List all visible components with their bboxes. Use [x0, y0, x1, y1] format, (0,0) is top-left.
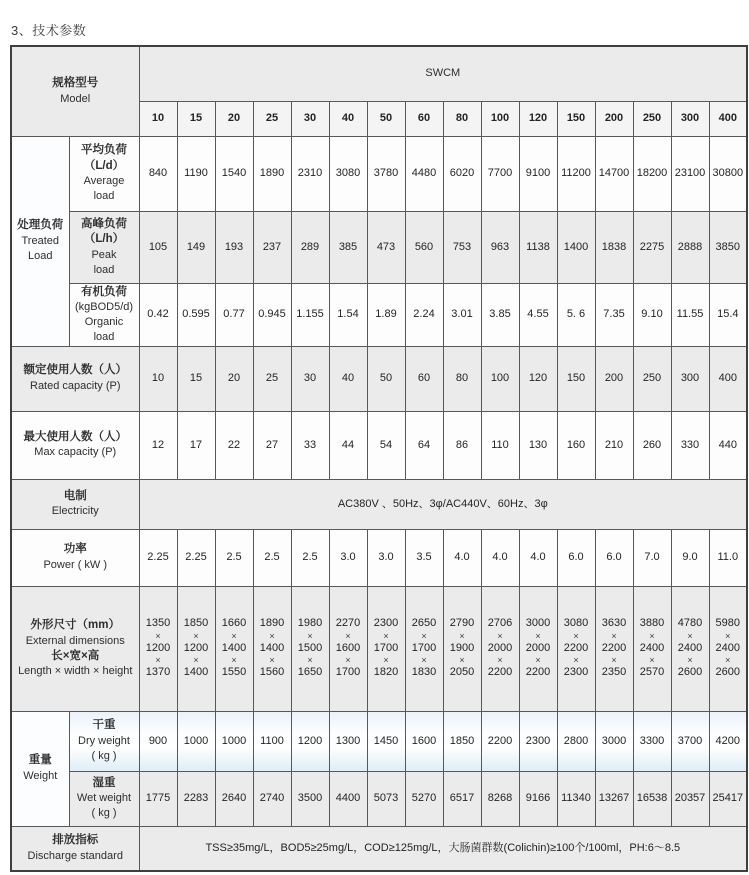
value-cell: 3500 — [291, 771, 329, 826]
value-cell: 60 — [405, 101, 443, 136]
value-cell: 4.0 — [443, 529, 481, 586]
value-cell: 13267 — [595, 771, 633, 826]
value-cell: 2800 — [557, 711, 595, 771]
header-cell: 额定使用人数（人） Rated capacity (P) — [11, 346, 139, 411]
value-cell: 15 — [177, 346, 215, 411]
value-cell: 5. 6 — [557, 283, 595, 346]
value-cell: 8268 — [481, 771, 519, 826]
value-cell: 130 — [519, 411, 557, 479]
table-row — [11, 411, 747, 479]
value-cell: 33 — [291, 411, 329, 479]
header-cell: 外形尺寸（mm） External dimensions 长×宽×高 Length × width × height — [11, 586, 139, 711]
value-cell: 385 — [329, 211, 367, 283]
value-cell: 250 — [633, 101, 671, 136]
value-cell: 7.0 — [633, 529, 671, 586]
value-cell: 1350 × 1200 × 1370 — [139, 586, 177, 711]
value-cell: 1000 — [177, 711, 215, 771]
value-cell: 120 — [519, 346, 557, 411]
value-cell: 1.155 — [291, 283, 329, 346]
value-cell: 1980 × 1500 × 1650 — [291, 586, 329, 711]
header-cell: 干重 Dry weight ( kg ) — [69, 711, 139, 771]
table-row — [11, 346, 747, 411]
value-cell: 25 — [253, 346, 291, 411]
value-cell: 3700 — [671, 711, 709, 771]
value-cell: 1.54 — [329, 283, 367, 346]
table-row — [11, 136, 747, 211]
value-cell: 105 — [139, 211, 177, 283]
header-cell: 重量 Weight — [11, 711, 69, 826]
value-cell: 20 — [215, 101, 253, 136]
value-cell: 3000 — [595, 711, 633, 771]
value-cell: 1540 — [215, 136, 253, 211]
value-cell: 10 — [139, 101, 177, 136]
value-cell: 6517 — [443, 771, 481, 826]
value-cell: 12 — [139, 411, 177, 479]
value-cell: 1400 — [557, 211, 595, 283]
value-cell: 1450 — [367, 711, 405, 771]
value-cell: 150 — [557, 101, 595, 136]
value-cell: 3.0 — [329, 529, 367, 586]
header-cell: 规格型号 Model — [11, 46, 139, 136]
table-row — [11, 711, 747, 771]
value-cell: 2.5 — [291, 529, 329, 586]
value-cell: 1.89 — [367, 283, 405, 346]
value-cell: 7700 — [481, 136, 519, 211]
value-cell: 6.0 — [595, 529, 633, 586]
value-cell: 9.0 — [671, 529, 709, 586]
value-cell: 3.01 — [443, 283, 481, 346]
value-cell: 0.42 — [139, 283, 177, 346]
value-cell: 1138 — [519, 211, 557, 283]
value-cell: 4.0 — [481, 529, 519, 586]
value-cell: 2650 × 1700 × 1830 — [405, 586, 443, 711]
header-cell: 功率 Power ( kW ) — [11, 529, 139, 586]
value-cell: 4.55 — [519, 283, 557, 346]
value-cell: 16538 — [633, 771, 671, 826]
value-cell: 20 — [215, 346, 253, 411]
value-cell: 110 — [481, 411, 519, 479]
value-cell: 3080 × 2200 × 2300 — [557, 586, 595, 711]
value-cell: 5980 × 2400 × 2600 — [709, 586, 747, 711]
value-cell: 2310 — [291, 136, 329, 211]
value-cell: 2740 — [253, 771, 291, 826]
value-cell: 1100 — [253, 711, 291, 771]
value-cell: 2790 × 1900 × 2050 — [443, 586, 481, 711]
header-cell: 电制 Electricity — [11, 479, 139, 529]
value-cell: 6.0 — [557, 529, 595, 586]
value-cell: 200 — [595, 346, 633, 411]
value-cell: 20357 — [671, 771, 709, 826]
value-cell: 3.0 — [367, 529, 405, 586]
value-cell: 3.85 — [481, 283, 519, 346]
value-cell: 4.0 — [519, 529, 557, 586]
value-cell: 2283 — [177, 771, 215, 826]
value-cell: 1200 — [291, 711, 329, 771]
table-row — [11, 211, 747, 283]
value-cell: 3000 × 2000 × 2200 — [519, 586, 557, 711]
table-row — [11, 283, 747, 346]
value-cell: 80 — [443, 346, 481, 411]
value-cell: 86 — [443, 411, 481, 479]
table-row — [11, 586, 747, 711]
value-cell: 200 — [595, 101, 633, 136]
header-cell: 处理负荷 Treated Load — [11, 136, 69, 346]
value-cell: 7.35 — [595, 283, 633, 346]
value-cell: 40 — [329, 346, 367, 411]
header-cell: 高峰负荷 （L/h） Peak load — [69, 211, 139, 283]
value-cell: 27 — [253, 411, 291, 479]
table-row — [11, 46, 747, 101]
value-cell: 2.5 — [215, 529, 253, 586]
value-cell: 4400 — [329, 771, 367, 826]
value-cell: 1838 — [595, 211, 633, 283]
value-cell: 210 — [595, 411, 633, 479]
value-cell: 1000 — [215, 711, 253, 771]
table-row — [11, 479, 747, 529]
value-cell: 11340 — [557, 771, 595, 826]
value-cell: 560 — [405, 211, 443, 283]
value-cell: 1890 — [253, 136, 291, 211]
value-cell: 3630 × 2200 × 2350 — [595, 586, 633, 711]
value-cell: 2.5 — [253, 529, 291, 586]
value-cell: 5270 — [405, 771, 443, 826]
value-cell: 2.25 — [139, 529, 177, 586]
value-cell: 400 — [709, 101, 747, 136]
value-cell: 2200 — [481, 711, 519, 771]
value-cell: 15.4 — [709, 283, 747, 346]
value-cell: 2706 × 2000 × 2200 — [481, 586, 519, 711]
value-cell: 25417 — [709, 771, 747, 826]
value-cell: 6020 — [443, 136, 481, 211]
value-cell: 1300 — [329, 711, 367, 771]
value-cell: 963 — [481, 211, 519, 283]
value-cell: 3780 — [367, 136, 405, 211]
value-cell: 5073 — [367, 771, 405, 826]
spec-table — [10, 45, 748, 872]
value-cell: 17 — [177, 411, 215, 479]
value-cell: 50 — [367, 346, 405, 411]
value-cell: 260 — [633, 411, 671, 479]
table-row — [11, 826, 747, 871]
value-cell: 60 — [405, 346, 443, 411]
value-cell: 237 — [253, 211, 291, 283]
value-cell: 11.0 — [709, 529, 747, 586]
value-cell: 150 — [557, 346, 595, 411]
header-cell: 有机负荷 (kgBOD5/d) Organic load — [69, 283, 139, 346]
value-cell: 23100 — [671, 136, 709, 211]
value-cell: 3850 — [709, 211, 747, 283]
header-cell: 平均负荷 （L/d） Average load — [69, 136, 139, 211]
value-cell: 4480 — [405, 136, 443, 211]
value-cell: 2.25 — [177, 529, 215, 586]
header-cell: 最大使用人数（人） Max capacity (P) — [11, 411, 139, 479]
header-cell: SWCM — [139, 46, 747, 101]
value-cell: 14700 — [595, 136, 633, 211]
value-cell: 2275 — [633, 211, 671, 283]
value-cell: TSS≥35mg/L，BOD5≥25mg/L，COD≥125mg/L，大肠菌群数(Colichin)≥100个/100ml，PH:6～8.5 — [139, 826, 747, 871]
value-cell: 193 — [215, 211, 253, 283]
value-cell: 300 — [671, 346, 709, 411]
value-cell: 40 — [329, 101, 367, 136]
value-cell: 3300 — [633, 711, 671, 771]
value-cell: 10 — [139, 346, 177, 411]
value-cell: 30800 — [709, 136, 747, 211]
value-cell: 473 — [367, 211, 405, 283]
value-cell: 1890 × 1400 × 1560 — [253, 586, 291, 711]
header-cell: 排放指标 Discharge standard — [11, 826, 139, 871]
value-cell: 753 — [443, 211, 481, 283]
value-cell: 3.5 — [405, 529, 443, 586]
value-cell: 15 — [177, 101, 215, 136]
value-cell: 149 — [177, 211, 215, 283]
value-cell: 2300 × 1700 × 1820 — [367, 586, 405, 711]
value-cell: 3080 — [329, 136, 367, 211]
value-cell: 9.10 — [633, 283, 671, 346]
value-cell: 440 — [709, 411, 747, 479]
value-cell: 2640 — [215, 771, 253, 826]
value-cell: 80 — [443, 101, 481, 136]
page-title: 3、技术参数 — [11, 23, 87, 38]
value-cell: 18200 — [633, 136, 671, 211]
value-cell: 330 — [671, 411, 709, 479]
value-cell: 160 — [557, 411, 595, 479]
value-cell: 11200 — [557, 136, 595, 211]
value-cell: 54 — [367, 411, 405, 479]
value-cell: 300 — [671, 101, 709, 136]
value-cell: 2888 — [671, 211, 709, 283]
value-cell: 1775 — [139, 771, 177, 826]
value-cell: 44 — [329, 411, 367, 479]
value-cell: 3880 × 2400 × 2570 — [633, 586, 671, 711]
value-cell: 25 — [253, 101, 291, 136]
value-cell: 0.595 — [177, 283, 215, 346]
value-cell: 30 — [291, 346, 329, 411]
value-cell: 120 — [519, 101, 557, 136]
value-cell: 289 — [291, 211, 329, 283]
value-cell: 0.77 — [215, 283, 253, 346]
value-cell: 1660 × 1400 × 1550 — [215, 586, 253, 711]
value-cell: 840 — [139, 136, 177, 211]
value-cell: 100 — [481, 101, 519, 136]
value-cell: 22 — [215, 411, 253, 479]
value-cell: 30 — [291, 101, 329, 136]
value-cell: 1850 — [443, 711, 481, 771]
header-cell: 湿重 Wet weight ( kg ) — [69, 771, 139, 826]
value-cell: 50 — [367, 101, 405, 136]
value-cell: 11.55 — [671, 283, 709, 346]
value-cell: 9100 — [519, 136, 557, 211]
value-cell: 1190 — [177, 136, 215, 211]
value-cell: 2300 — [519, 711, 557, 771]
value-cell: 4780 × 2400 × 2600 — [671, 586, 709, 711]
value-cell: 100 — [481, 346, 519, 411]
value-cell: 400 — [709, 346, 747, 411]
value-cell: 9166 — [519, 771, 557, 826]
value-cell: 2.24 — [405, 283, 443, 346]
value-cell: 2270 × 1600 × 1700 — [329, 586, 367, 711]
value-cell: 1600 — [405, 711, 443, 771]
value-cell: 64 — [405, 411, 443, 479]
value-cell: 900 — [139, 711, 177, 771]
spec-table-body — [11, 46, 747, 871]
value-cell: 1850 × 1200 × 1400 — [177, 586, 215, 711]
table-row — [11, 771, 747, 826]
table-row — [11, 529, 747, 586]
value-cell: 0.945 — [253, 283, 291, 346]
value-cell: AC380V 、50Hz、3φ/AC440V、60Hz、3φ — [139, 479, 747, 529]
value-cell: 250 — [633, 346, 671, 411]
value-cell: 4200 — [709, 711, 747, 771]
